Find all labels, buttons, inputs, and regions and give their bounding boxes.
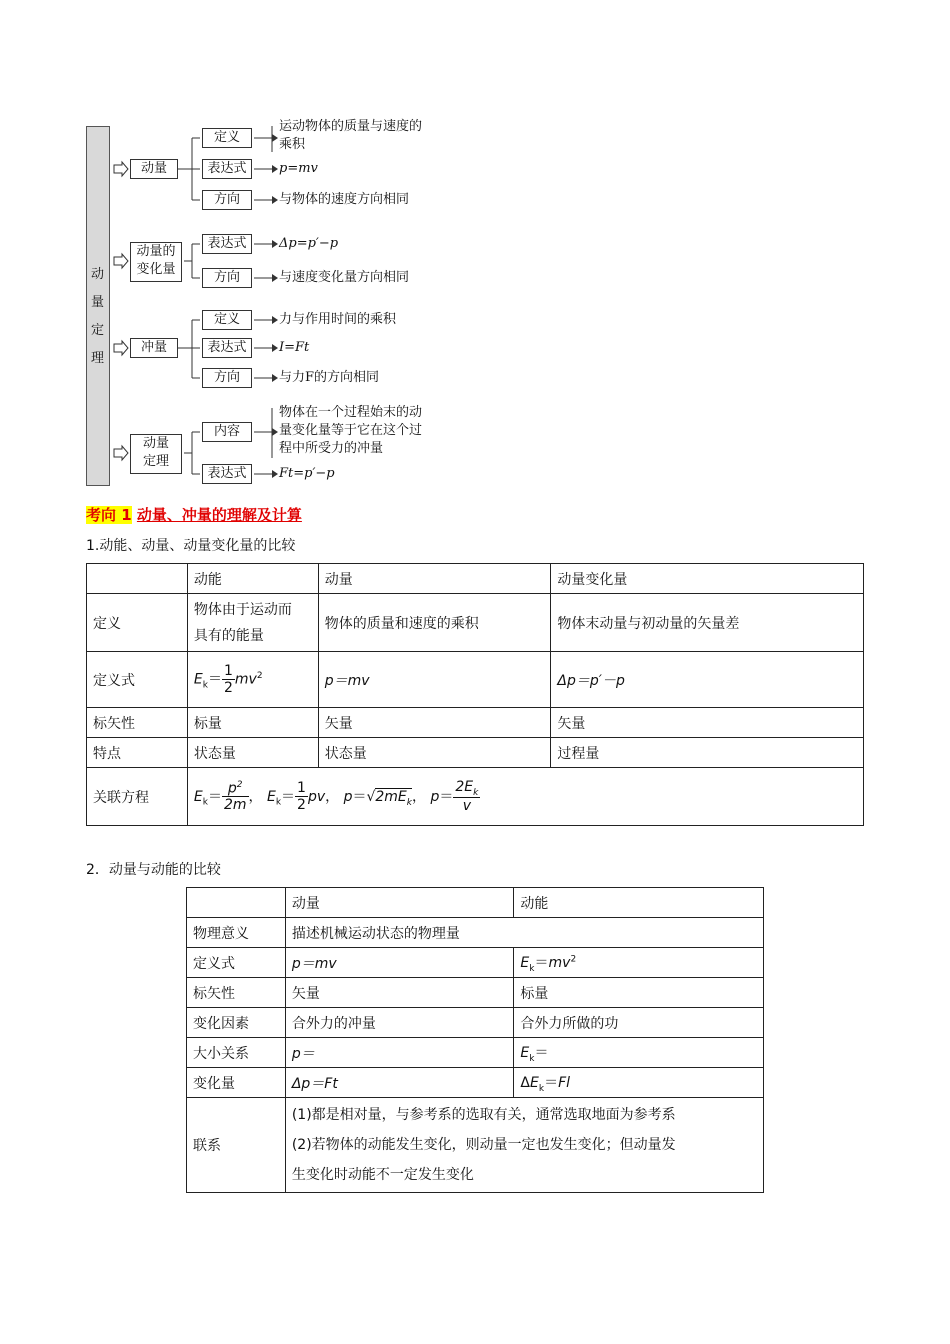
table-row	[187, 888, 764, 918]
heading-title: 动量、冲量的理解及计算	[136, 506, 302, 524]
table-cell: 矢量	[551, 708, 864, 738]
table-row	[87, 564, 864, 594]
table-cell: 联系	[187, 1098, 286, 1193]
table-cell: 定义	[87, 594, 188, 652]
theorem-content-text-1: 物体在一个过程始末的动	[279, 405, 423, 420]
table-cell	[87, 564, 188, 594]
node-momentum-change-line2: 变化量	[136, 262, 176, 277]
root-bar	[86, 126, 110, 486]
knowledge-diagram	[86, 118, 466, 490]
cell-line: 具有的能量	[193, 627, 264, 644]
table-cell: 关联方程	[87, 768, 188, 826]
table-row	[87, 738, 864, 768]
node-direction: 方向	[202, 190, 252, 210]
table-header: 动量变化量	[551, 564, 864, 594]
change-expression-text: Δp=p′−p	[279, 236, 339, 251]
table-cell: 变化量	[187, 1068, 286, 1098]
node-direction: 方向	[202, 268, 252, 288]
table-cell: 标矢性	[87, 708, 188, 738]
node-momentum-change-line1: 动量的	[136, 244, 176, 259]
node-definition: 定义	[202, 310, 252, 330]
table-cell: 矢量	[285, 978, 514, 1008]
table-header: 动能	[514, 888, 764, 918]
node-expression: 表达式	[202, 234, 252, 254]
node-impulse: 冲量	[130, 338, 178, 358]
cell-line: (1)都是相对量，与参考系的选取有关，通常选取地面为参考系	[291, 1107, 676, 1123]
change-direction-text: 与速度变化量方向相同	[279, 270, 410, 285]
table-row	[187, 1038, 764, 1068]
relation-cell	[285, 1098, 763, 1193]
table-row	[87, 708, 864, 738]
impulse-direction-text: 与力F的方向相同	[279, 370, 380, 385]
table-cell: 物理意义	[187, 918, 286, 948]
table-cell: 定义式	[187, 948, 286, 978]
table-cell: p＝mv	[318, 652, 551, 708]
table-row	[187, 918, 764, 948]
node-momentum-change	[130, 242, 182, 282]
heading-highlight: 考向 1	[86, 506, 132, 524]
theorem-content-text-3: 程中所受力的冲量	[279, 441, 384, 456]
node-expression: 表达式	[202, 159, 252, 179]
table-row	[187, 948, 764, 978]
table-cell: 定义式	[87, 652, 188, 708]
table-header: 动能	[187, 564, 318, 594]
momentum-direction-text: 与物体的速度方向相同	[279, 192, 410, 207]
formula-ek: $E_k=$ $\frac{1}{2}$ $mv^2$	[187, 652, 318, 708]
table-cell	[187, 888, 286, 918]
node-definition: 定义	[202, 128, 252, 148]
section-1-title: 1.动能、动量、动量变化量的比较	[86, 538, 296, 554]
table-cell: 特点	[87, 738, 188, 768]
table-cell: p＝	[285, 1038, 514, 1068]
node-expression: 表达式	[202, 338, 252, 358]
node-content: 内容	[202, 422, 252, 442]
momentum-definition-text-2: 乘积	[279, 137, 306, 152]
cell-line: 物体由于运动而	[193, 601, 292, 618]
table-row	[87, 652, 864, 708]
formula-dek: $\Delta E_k=Fl$	[514, 1068, 764, 1098]
node-momentum: 动量	[130, 159, 178, 179]
table-cell: Δp＝Ft	[285, 1068, 514, 1098]
table-cell: 标矢性	[187, 978, 286, 1008]
impulse-expression-text: I=Ft	[279, 340, 310, 355]
root-char: 定	[91, 323, 105, 338]
table-cell: 描述机械运动状态的物理量	[285, 918, 763, 948]
table-cell: 标量	[514, 978, 764, 1008]
table-cell: 物体的质量和速度的乘积	[318, 594, 551, 652]
cell-line: (2)若物体的动能发生变化，则动量一定也发生变化；但动量发	[291, 1137, 676, 1153]
relation-formulas: $E_k=$ $\frac{p^2}{2m}$ ， $E_k=$ $\frac{1}{2}$ pv， $p=√2mE_k$， p＝ $\frac{2E_k}{v}$	[187, 768, 863, 826]
node-direction: 方向	[202, 368, 252, 388]
cell-line: 生变化时动能不一定发生变化	[291, 1167, 474, 1183]
table-row	[187, 1068, 764, 1098]
table-cell: 过程量	[551, 738, 864, 768]
node-theorem-line2: 定理	[142, 454, 169, 469]
root-char: 理	[91, 351, 105, 366]
node-momentum-theorem	[130, 434, 182, 474]
formula-ek-relation: $E_k=$	[514, 1038, 764, 1068]
table-cell: 物体末动量与初动量的矢量差	[551, 594, 864, 652]
table-cell: 变化因素	[187, 1008, 286, 1038]
table-cell: Δp＝p′－p	[551, 652, 864, 708]
table-header: 动量	[285, 888, 514, 918]
section-2-title: 2．动量与动能的比较	[86, 862, 221, 878]
table-cell: 标量	[187, 708, 318, 738]
table-row	[187, 1098, 764, 1193]
table-row	[87, 768, 864, 826]
table-cell: 状态量	[187, 738, 318, 768]
root-char: 动	[91, 267, 105, 282]
momentum-expression-text: p=mv	[279, 161, 318, 176]
table-cell: 状态量	[318, 738, 551, 768]
section-heading	[86, 504, 302, 525]
theorem-content-text-2: 量变化量等于它在这个过	[279, 423, 423, 438]
comparison-table-1	[86, 563, 864, 826]
table-cell: 合外力所做的功	[514, 1008, 764, 1038]
comparison-table-2	[186, 887, 764, 1193]
root-char: 量	[91, 295, 105, 310]
table-cell: 大小关系	[187, 1038, 286, 1068]
node-theorem-line1: 动量	[142, 436, 169, 451]
table-row	[187, 1008, 764, 1038]
table-header: 动量	[318, 564, 551, 594]
formula-ek: $E_k=mv^2$	[514, 948, 764, 978]
table-cell: 合外力的冲量	[285, 1008, 514, 1038]
table-cell	[187, 594, 318, 652]
node-expression: 表达式	[202, 464, 252, 484]
table-cell: 矢量	[318, 708, 551, 738]
table-row	[87, 594, 864, 652]
theorem-expression-text: Ft=p′−p	[279, 466, 335, 481]
momentum-definition-text: 运动物体的质量与速度的	[279, 119, 423, 134]
table-cell: p＝mv	[285, 948, 514, 978]
impulse-definition-text: 力与作用时间的乘积	[279, 312, 397, 327]
table-row	[187, 978, 764, 1008]
